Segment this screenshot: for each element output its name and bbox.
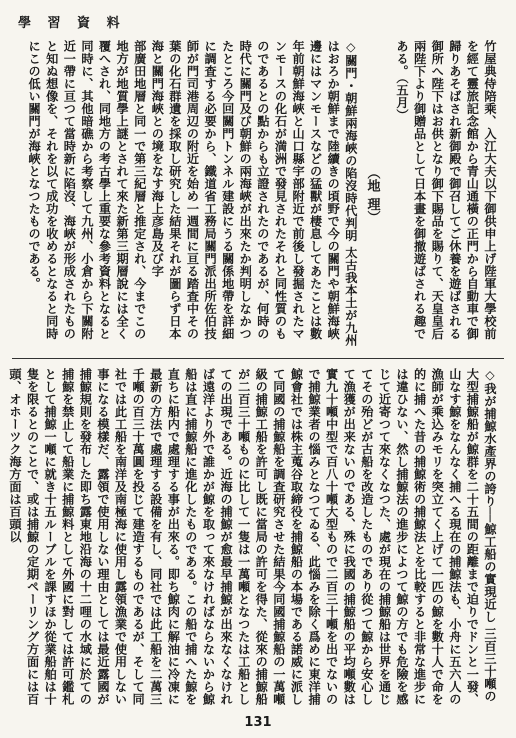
page-header: 學 習 資 料 — [18, 16, 126, 31]
top-text-band — [18, 40, 498, 350]
article-whaling-ship — [322, 368, 498, 706]
article-title: ◇關門・朝鮮兩海峽の陷沒時代判明 — [343, 40, 358, 242]
paragraph-imperial-visit: 竹屋典侍陪乘、入江大夫以下御供申上げ陛軍大學校前を經て靈旅記念館から青山通橫の正門から自動車で御歸りあそばされ新御殿で御召してご休養を遊ばされる御所へ陛下はお供となり御下賜品を賜りて、天皇皇后兩陛下より御贈品として日本畫を御撤遊ばされる趣である。（五月） — [395, 40, 497, 340]
article-title: ◇我が捕鯨水產界の誇り──鯨工船の實現近し — [483, 368, 497, 623]
article-whaling-ship-continued: で捕鯨業者の惱みとなつてゐる、此惱みを除く爲めに東洋捕鯨會社では株主蒐谷取締役を捕鯨船の本場である諾威に派して同國の捕鯨船を調査研究させた結果今同國捕鯨船の一萬噸級の捕鯨工船を許可し既に當局の許可を得た、從來の捕鯨船が二百三十噸ものに比して一隻は一萬噸となつたは工船としての出現である。近海の捕鯨が愈最早捕鯨が出來なくなければ遠洋より外で誰かが鯨を取って來なければならないから鯨船は直に捕鯨船に進化したものである。この船で捕へた鯨を直ちに船内で處理する事が出來る。即ち鯨肉に解油に冷凍に最新の方法で處理する設備を有し、同社では此工船を二萬三千噸の百三十萬圓を投じて建造するものであるが、そして同社では此工船を南洋及南極海に使用し露領漁業で使用しない事になる模樣だ、露領で使用しない理由としては最近露國が捕鯨規則を發布した即ち露東地沿海の十二哩の水域に於ての捕鯨を禁止して船業に捕鯨料として外國に對しては許可鑑札として捕鯨一噸に就き十五ルーブルを課すほか從業船舶は十隻を限るとのことで、或は捕鯨の定期ペーリング方面には百頭、オホーツク海方面は百頭以 — [7, 368, 322, 706]
band-divider — [12, 358, 504, 359]
page-number: 131 — [244, 715, 272, 730]
article-body: 太古我本土が九州はおろか朝鮮まで陸續きの頃野で今の關門や朝鮮海峽邊にはマンモースなどの猛獸が棲息してあたことは數年前朝鮮海峽と山口縣宇部附近で前後し發掘されたマンモースの化石が満洲で發見されたそれと同性質のものであるとの點からも立證されたのであるが、何時の時代に關門及び朝鮮の兩海峽が出來たか判明しなかつたところ今回關門トンネル建設にうる關係地帶を詳細に調査する必要から、鐵道省工務局關門派出所佐伯技師が門司港周辺の附近を始め一週間に亘る踏査中その葉の化石群遺を採取し研究した結果それが圖らず日本海と關門海峽との境をなす海上彦島及び字 — [150, 40, 358, 347]
article-kanmon-strait — [148, 40, 359, 350]
article-body: 三百三十噸の大型捕鯨船が鯨群を二十五間の距離まで迫りでドンと一發、山なす鯨をなんなく捕へる現在の捕鯨法も、小舟に五六人の漁師が乘込みモリを突立てく上げて一匹の鯨を數十人で命を的に捕へた昔の捕鯨術の捕鯨法とを比較すると非常な進步には違ひない、然し捕鯨法の進步によつて鯨の方でも危險を感じて近寄つて來なくなつた、處が現在の捕鯨船は世界を通じてその殆どが古船を改造したものであり從つて鯨から安心して漁獲が出来ないのである、殊に我國の捕鯨船の平均噸數は實九十噸中型で百八十噸大型もので二百三十噸を出でないの — [324, 368, 497, 706]
article-kanmon-strait-continued: 部廣田地層と同一で第三紀層と推定され、今までこの地方が地質學上謎とされて來た新第三期層說には全く覆へされ、同地方の考古學上重要な參考資料となると同時に、其他暗礁から考察して九州、小倉から下關附近一帶に亘つて當時新に陷沒、海峽が形成されたものと知ぬ想像を、それを以て成功を收めるとなると同時にこの低い關門が海峽となつたものである。 — [27, 40, 147, 340]
bottom-text-band — [7, 368, 498, 706]
section-heading-geography: （地 理） — [364, 165, 380, 225]
